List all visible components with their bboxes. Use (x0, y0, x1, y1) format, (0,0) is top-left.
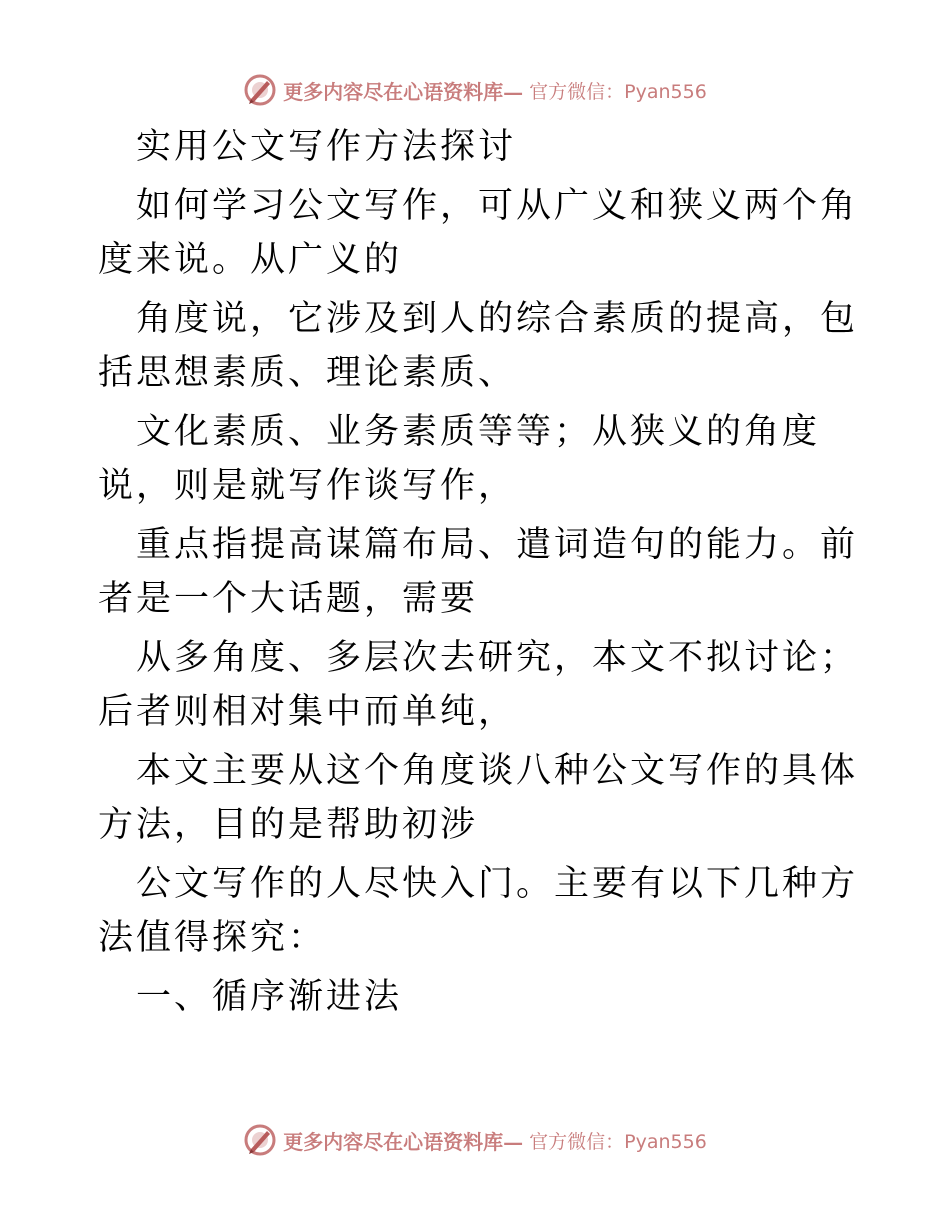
paragraph-4: 重点指提高谋篇布局、遣词造句的能力。前者是一个大话题，需要 (98, 525, 859, 619)
document-body (98, 120, 858, 1029)
watermark-sub-text: 官方微信：Pyan556 (529, 80, 707, 103)
pen-logo-icon (243, 1123, 277, 1157)
paragraph-6: 本文主要从这个角度谈八种公文写作的具体方法，目的是帮助初涉 (98, 751, 859, 845)
paragraph-7: 公文写作的人尽快入门。主要有以下几种方法值得探究： (98, 864, 859, 958)
pen-logo-icon (243, 73, 277, 107)
section-heading: 一、循序渐进法 (136, 977, 403, 1017)
paragraph-1: 如何学习公文写作，可从广义和狭义两个角度来说。从广义的 (98, 186, 859, 280)
header-watermark (0, 70, 950, 110)
paragraph-3: 文化素质、业务素质等等；从狭义的角度说，则是就写作谈写作， (98, 412, 821, 506)
footer-watermark (0, 1120, 950, 1160)
paragraph-2: 角度说，它涉及到人的综合素质的提高，包括思想素质、理论素质、 (98, 299, 859, 393)
watermark-main-text: 更多内容尽在心语资料库— (283, 1129, 524, 1154)
document-title: 实用公文写作方法探讨 (136, 127, 517, 167)
watermark-sub-text: 官方微信：Pyan556 (529, 1130, 707, 1153)
watermark-main-text: 更多内容尽在心语资料库— (283, 79, 524, 104)
paragraph-5: 从多角度、多层次去研究，本文不拟讨论；后者则相对集中而单纯， (98, 638, 859, 732)
